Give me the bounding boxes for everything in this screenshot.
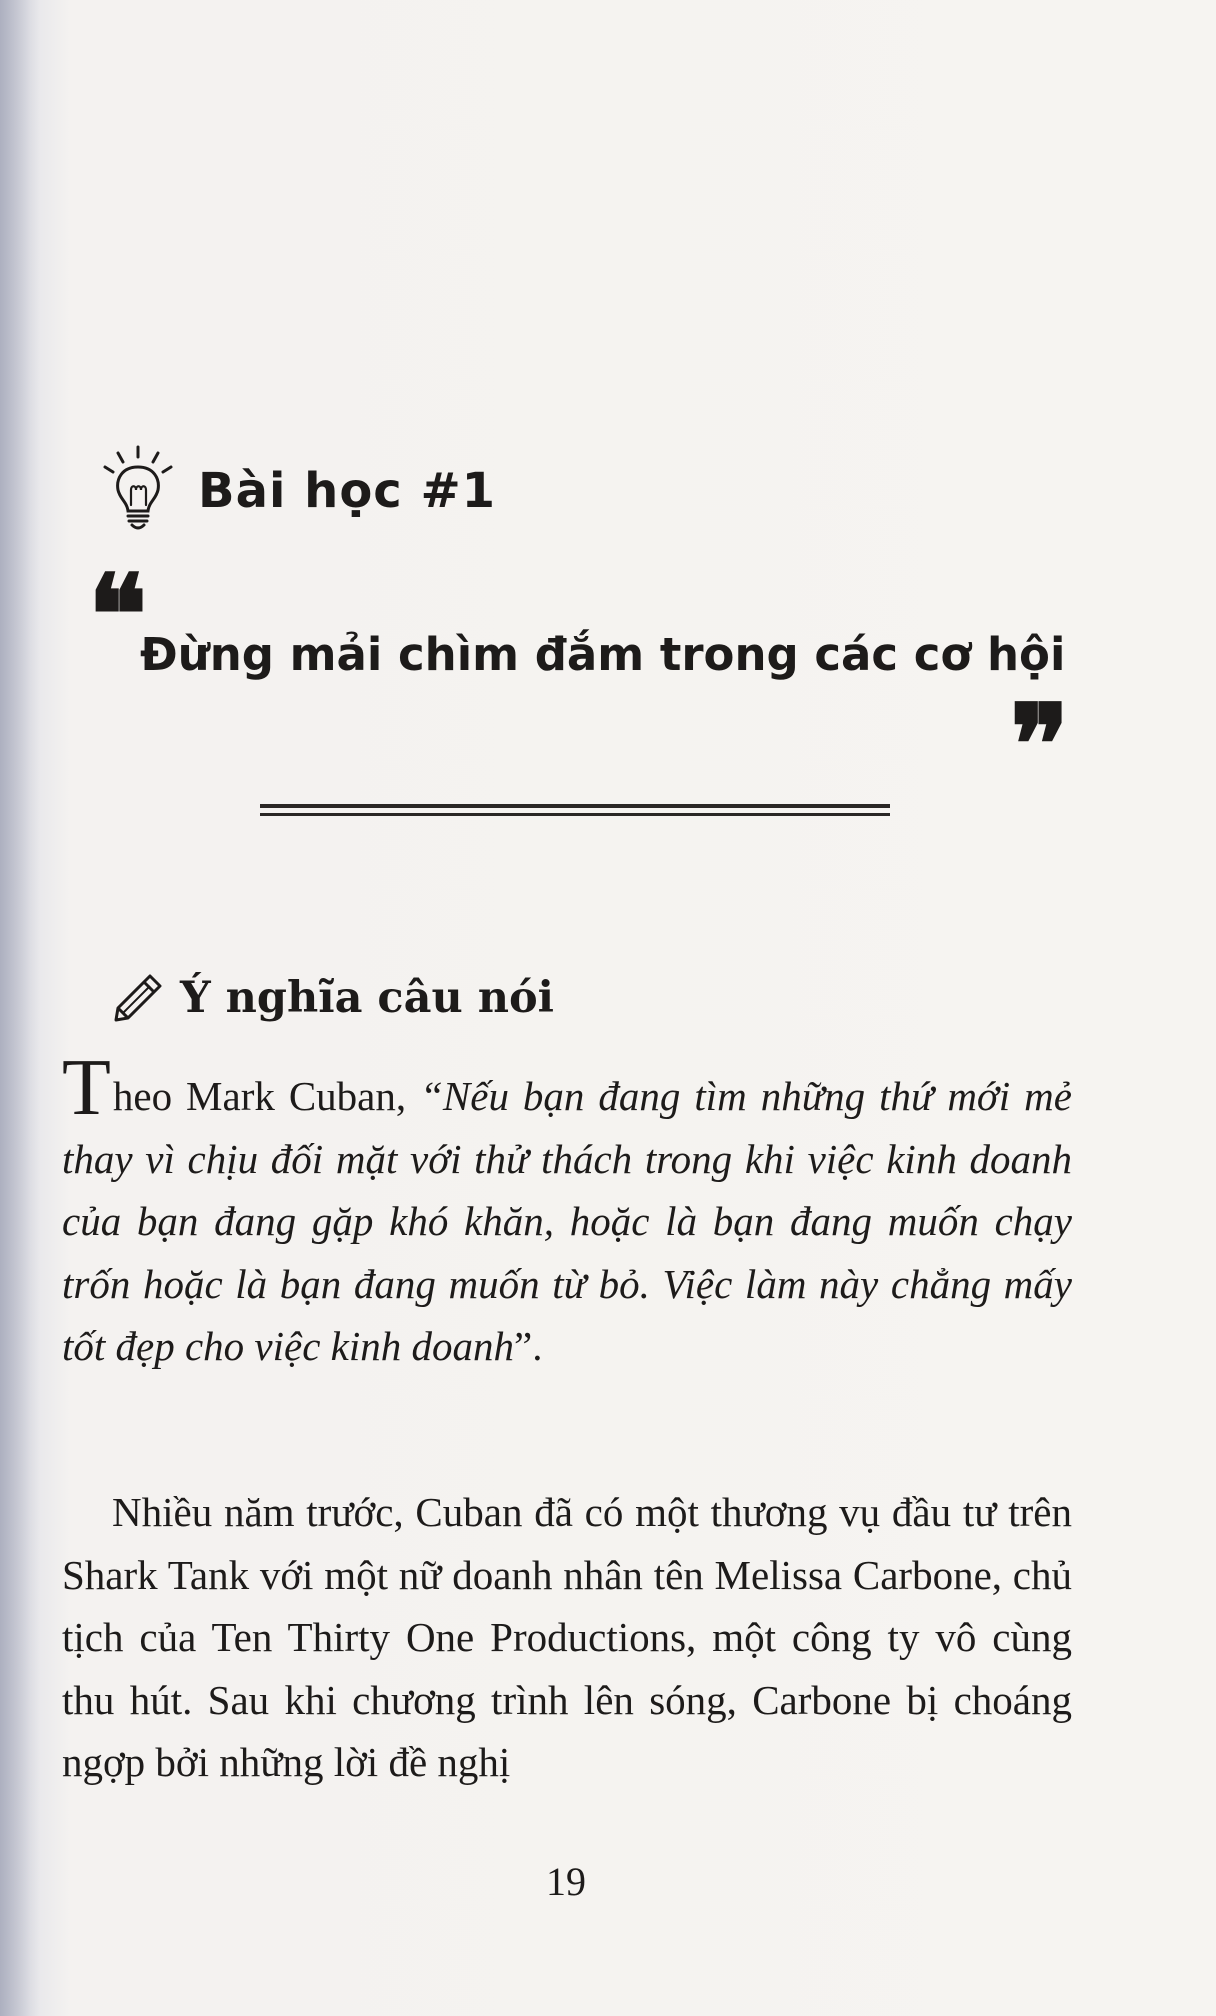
section-header bbox=[110, 970, 554, 1026]
lightbulb-icon bbox=[100, 445, 176, 531]
lesson-header bbox=[100, 445, 496, 531]
drop-cap: T bbox=[62, 1044, 111, 1132]
page-number: 19 bbox=[546, 1859, 586, 1904]
double-rule-divider bbox=[260, 804, 890, 818]
paragraph-1-quote: “Nếu bạn đang tìm những thứ mới mẻ thay vì chịu đối mặt với thử thách trong khi việc kinh doanh của bạn đang gặp khó khăn, hoặc là bạn đang muốn chạy trốn hoặc là bạn đang muốn từ bỏ. Việc làm này chẳng mấy tốt đẹp cho việc kinh doanh bbox=[62, 1073, 1072, 1369]
pencil-icon bbox=[110, 970, 166, 1026]
paragraph-1-lead: heo Mark Cuban, bbox=[112, 1073, 421, 1119]
close-quote-mark: ❞ bbox=[1010, 680, 1070, 809]
paragraph-1 bbox=[62, 1044, 1072, 1378]
lesson-title: Bài học #1 bbox=[198, 463, 497, 519]
paragraph-2: Nhiều năm trước, Cuban đã có một thương vụ đầu tư trên Shark Tank với một nữ doanh nhân tên Melissa Carbone, chủ tịch của Ten Thirty One Productions, một công ty vô cùng thu hút. Sau khi chương trình lên sóng, Carbone bị choáng ngợp bởi những lời đề nghị bbox=[62, 1489, 1072, 1785]
section-title: Ý nghĩa câu nói bbox=[180, 973, 554, 1023]
open-quote-mark: ❝ bbox=[88, 550, 148, 679]
paragraph-1-end: ”. bbox=[514, 1323, 543, 1369]
lesson-quote: Đừng mải chìm đắm trong các cơ hội bbox=[140, 628, 1066, 681]
page-gutter-shadow bbox=[0, 0, 40, 2016]
